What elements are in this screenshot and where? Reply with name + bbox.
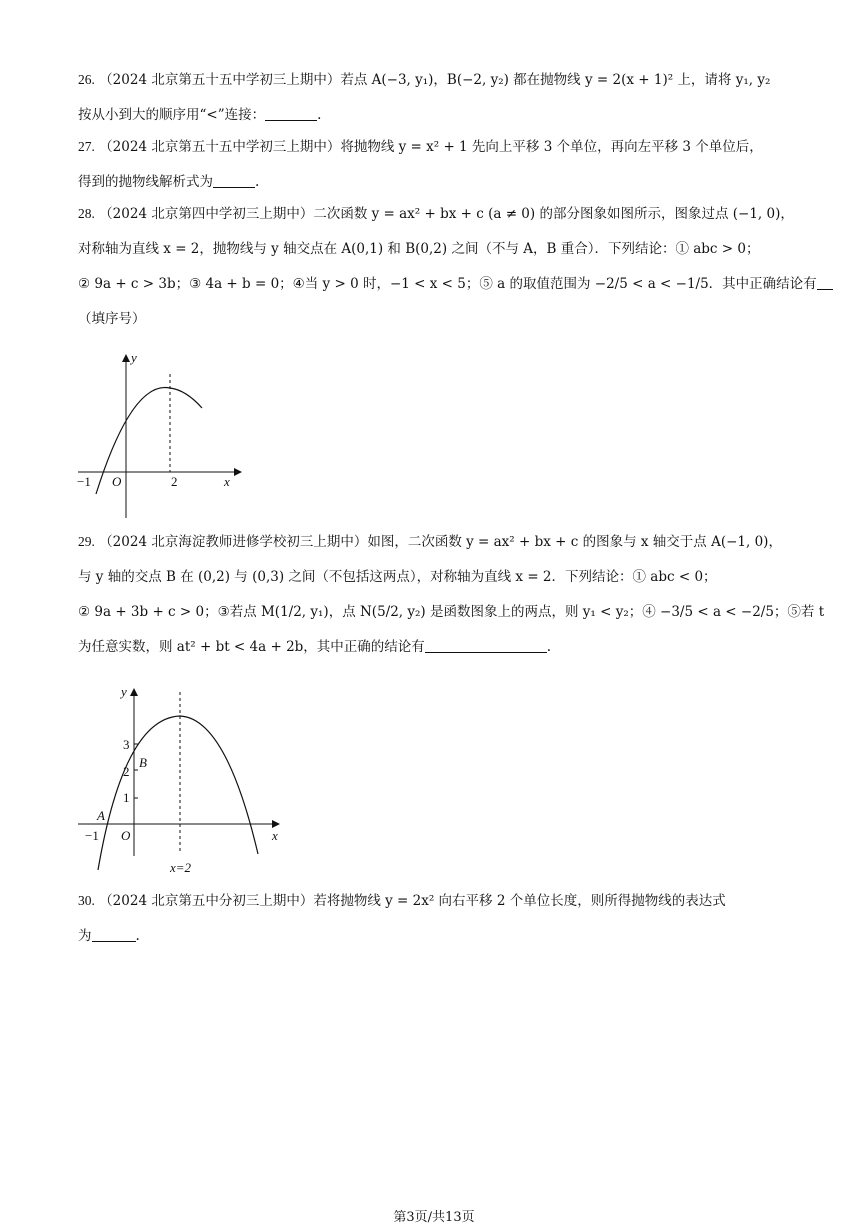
question-line [78,196,794,232]
x-axis-arrow [234,468,242,476]
question-text: （2024 北京海淀教师进修学校初三上期中）如图，二次函数 y = ax² + bx + c 的图象与 x 轴交于点 A(−1, 0)， [99,534,782,550]
question-number: 26. [78,72,95,87]
question-line [78,302,790,337]
question-line [78,595,825,630]
tick-label-y1: 1 [123,790,130,805]
question-number: 30. [78,893,95,908]
y-axis-label: y [131,350,137,365]
parabola-curve [98,716,258,870]
question-line [78,524,790,560]
question-line [78,560,790,595]
x-axis-label: x [272,828,278,843]
page-footer: 第3页/共13页 [393,1210,475,1225]
question-line [78,129,790,165]
y-axis-label: y [121,684,127,699]
question-number: 27. [78,139,95,154]
origin-label: O [121,828,131,843]
question-text: . [135,928,140,944]
point-a-label: A [97,808,105,823]
question-text: 对称轴为直线 x = 2，抛物线与 y 轴交点在 A(0,1) 和 B(0,2) 之间（不与 A，B 重合）．下列结论：① abc > 0； [78,241,760,257]
question-text: 为任意实数，则 at² + bt < 4a + 2b，其中正确的结论有 [78,639,425,655]
tick-label-y3: 3 [123,737,130,752]
question-line [78,232,790,267]
y-axis-arrow [130,688,138,696]
question-text: 为 [78,928,92,944]
question-line [78,165,790,200]
answer-blank[interactable] [817,275,833,290]
point-b-label: B [139,755,147,770]
tick-label-2: 2 [171,474,178,489]
question-text: . [317,107,322,123]
question-29 [78,524,825,665]
question-text: （2024 北京第五十五中学初三上期中）若点 A(−3, y₁)，B(−2, y₂) 都在抛物线 y = 2(x + 1)² 上，请将 y₁, y₂ [99,72,771,88]
question-line [78,883,790,919]
question-number: 28. [78,206,95,221]
y-axis-arrow [122,354,130,362]
parabola-figure-q28 [74,350,244,520]
question-text: 按从小到大的顺序用“<”连接： [78,107,266,123]
question-26 [78,62,790,133]
origin-label: O [112,474,122,489]
symmetry-axis-label: x=2 [170,860,192,875]
parabola-figure-q29 [76,684,286,880]
question-text: 与 y 轴的交点 B 在 (0,2) 与 (0,3) 之间（不包括这两点），对称轴为直线 x = 2．下列结论：① abc < 0； [78,569,717,585]
question-text: . [546,639,552,655]
tick-label-neg1: −1 [77,474,91,489]
question-text: （2024 北京第四中学初三上期中）二次函数 y = ax² + bx + c (a ≠ 0) 的部分图象如图所示，图象过点 (−1, 0)， [99,206,794,222]
question-text: 得到的抛物线解析式为 [78,174,213,190]
question-text: . [255,174,260,190]
question-27 [78,129,790,200]
question-text: （2024 北京第五十五中学初三上期中）将抛物线 y = x² + 1 先向上平移 3 个单位，再向左平移 3 个单位后， [99,139,763,155]
question-number: 29. [78,534,95,549]
question-30 [78,883,790,954]
x-axis-label: x [224,474,230,489]
question-text: ② 9a + c > 3b；③ 4a + b = 0；④当 y > 0 时，−1 < x < 5；⑤ a 的取值范围为 −2/5 < a < −1/5．其中正确结论有 [78,276,817,292]
question-text: （2024 北京第五中分初三上期中）若将抛物线 y = 2x² 向右平移 2 个单位长度，则所得抛物线的表达式 [99,893,726,909]
answer-blank[interactable] [265,106,317,121]
tick-label-y2: 2 [123,764,130,779]
question-line [78,630,790,665]
question-line [78,919,790,954]
answer-blank[interactable] [425,638,547,653]
answer-blank[interactable] [92,927,136,942]
tick-label-neg1: −1 [85,828,99,843]
answer-blank[interactable] [213,173,255,188]
question-line [78,267,817,302]
question-line [78,62,790,98]
x-axis-arrow [272,820,280,828]
question-28 [78,196,817,337]
question-line [78,98,790,133]
question-text: （填序号） [78,311,146,327]
question-text: ② 9a + 3b + c > 0；③若点 M(1/2, y₁)，点 N(5/2, y₂) 是函数图象上的两点，则 y₁ < y₂；④ −3/5 < a < −2/5；⑤若 t [78,604,825,620]
